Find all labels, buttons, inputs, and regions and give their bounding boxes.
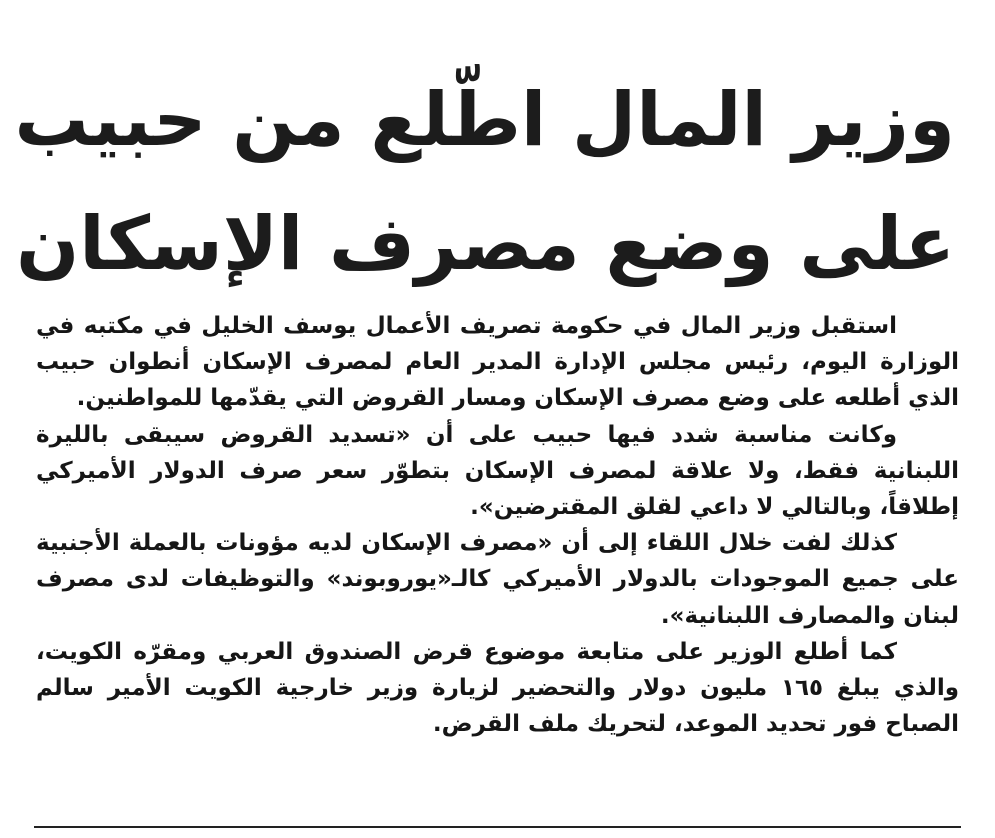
paragraph-2: وكانت مناسبة شدد فيها حبيب على أن «تسديد القروض سيبقى بالليرة اللبنانية فقط، ولا علاقة لمصرف الإسكان بتطوّر سعر صرف الدولار الأميركي إطلاقاً، وبالتالي لا داعي لقلق المقترضين». (36, 421, 959, 521)
paragraph-1: استقبل وزير المال في حكومة تصريف الأعمال يوسف الخليل في مكتبه في الوزارة اليوم، رئيس مجلس الإدارة المدير العام لمصرف الإسكان أنطوان حبيب الذي أطلعه على وضع مصرف الإسكان ومسار القروض التي يقدّمها للمواطنين. (36, 313, 959, 412)
paragraph-4: كما أطلع الوزير على متابعة موضوع قرض الصندوق العربي ومقرّه الكويت، والذي يبلغ ١٦٥ مليون دولار والتحضير لزيارة وزير خارجية الكويت الأمير سالم الصباح فور تحديد الموعد، لتحريك ملف القرض. (36, 638, 960, 738)
headline-line-1: وزير المال اطّلع من حبيب (14, 77, 955, 163)
article-body (36, 308, 959, 742)
paragraph-3: كذلك لفت خلال اللقاء إلى أن «مصرف الإسكان لديه مؤونات بالعملة الأجنبية على جميع الموجودات بالدولار الأميركي كالـ«يوروبوند» والتوظيفات لدى مصرف لبنان والمصارف اللبنانية». (36, 530, 959, 629)
bottom-divider (34, 826, 961, 828)
headline-line-2: على وضع مصرف الإسكان (16, 201, 955, 287)
article-headline (14, 58, 955, 306)
